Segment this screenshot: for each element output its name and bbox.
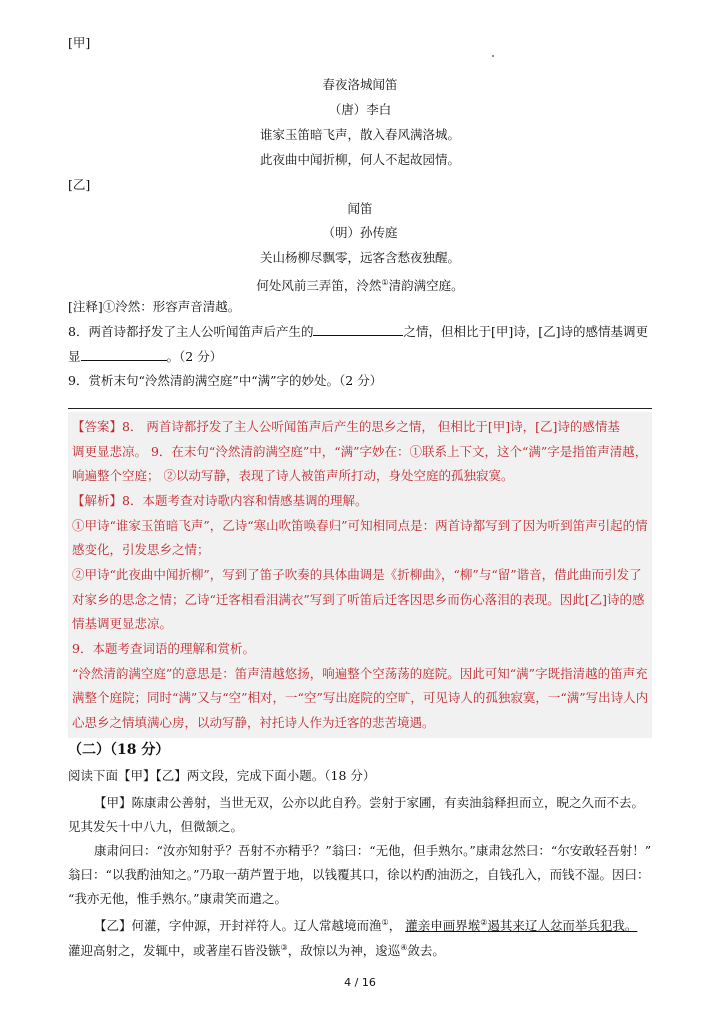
passage-jia-line2: 见其发矢十中八九，但微颔之。 bbox=[68, 819, 244, 834]
underlined-sentence: 灌亲申画界堠②遏其来辽人忿而举兵犯我。 bbox=[405, 918, 638, 934]
analysis-line-7: 9．本题考查词语的理解和赏析。 bbox=[72, 641, 255, 656]
passage-jia-line4: 翁曰：“以我酌油知之。”乃取一葫芦置于地，以钱覆其口，徐以杓酌油沥之，自钱孔入，而钱不湿。因曰： bbox=[68, 867, 650, 882]
poem-jia-title: 春夜洛城闻笛 bbox=[322, 77, 398, 92]
analysis-line-3: 感变化，引发思乡之情； bbox=[72, 542, 210, 557]
analysis-line-2: ①甲诗“谁家玉笛暗飞声”，乙诗“寒山吹笛唤春归”可知相同点是：两首诗都写到了因为听到笛声引起的情 bbox=[72, 518, 648, 533]
divider-line bbox=[68, 408, 652, 409]
poem-yi-author: （明）孙传庭 bbox=[322, 225, 398, 240]
answer-blank bbox=[313, 322, 403, 336]
passage-yi-line2: 灌迎高射之，发辄中，或著崖石皆没镞③，敌惊以为神，逡巡④敛去。 bbox=[68, 943, 445, 959]
poem-yi-line1: 关山杨柳尽飘零，远客含愁夜独醒。 bbox=[259, 250, 460, 265]
page-number: 4 / 16 bbox=[344, 976, 376, 989]
question-8-line1: 8．两首诗都抒发了主人公听闻笛声后产生的 之情，但相比于[甲]诗，[乙]诗的感情基调更 bbox=[68, 324, 648, 339]
poem-jia-tag: [甲] bbox=[68, 35, 91, 50]
poem-yi-title: 闻笛 bbox=[347, 201, 373, 216]
section-2-intro: 阅读下面【甲】【乙】两文段，完成下面小题。（18 分） bbox=[68, 768, 376, 783]
annotation-note: [注释]①泠然：形容声音清越。 bbox=[68, 299, 241, 314]
poem-jia-line2: 此夜曲中闻折柳，何人不起故园情。 bbox=[259, 152, 460, 167]
passage-jia-line1: 【甲】陈康肃公善射，当世无双，公亦以此自矜。尝射于家圃，有卖油翁释担而立，睨之久而不去。 bbox=[94, 795, 645, 810]
analysis-line-6: 情基调更显悲凉。 bbox=[72, 616, 173, 631]
poem-yi-tag: [乙] bbox=[68, 177, 91, 192]
stray-dot bbox=[492, 55, 494, 57]
analysis-line-5: 对家乡的思念之情；乙诗“迁客相看泪满衣”写到了听笛后迁客因思乡而伤心落泪的表现。因此[乙]诗的感 bbox=[72, 592, 645, 607]
section-2-title: （二）（18 分） bbox=[68, 742, 170, 758]
answer-line-2: 调更显悲凉。 9．在末句“泠然清韵满空庭”中，“满”字妙在：①联系上下文，这个“满”字是指笛声清越， bbox=[72, 444, 648, 459]
question-8-line2: 显 。（2 分） bbox=[68, 349, 223, 364]
poem-yi-line2: 何处风前三弄笛，泠然①清韵满空庭。 bbox=[256, 278, 464, 294]
answer-line-1: 【答案】8． 两首诗都抒发了主人公听闻笛声后产生的思乡之情， 但相比于[甲]诗，[乙]诗的感情基 bbox=[72, 419, 620, 434]
passage-jia-line5: “我亦无他，惟手熟尔。”康肃笑而遣之。 bbox=[68, 891, 288, 906]
analysis-line-1: 【解析】8．本题考查对诗歌内容和情感基调的理解。 bbox=[72, 493, 368, 508]
poem-jia-line1: 谁家玉笛暗飞声，散入春风满洛城。 bbox=[259, 127, 460, 142]
answer-blank bbox=[81, 347, 167, 361]
analysis-line-9: 满整个庭院；同时“满”又与“空”相对，一“空”写出庭院的空旷，可见诗人的孤独寂寞，一“满”写出诗人内 bbox=[72, 690, 649, 705]
question-9: 9．赏析末句“泠然清韵满空庭”中“满”字的妙处。（2 分） bbox=[68, 373, 383, 388]
analysis-line-10: 心思乡之情填满心房，以动写静，衬托诗人作为迁客的悲苦境遇。 bbox=[72, 715, 435, 730]
analysis-line-8: “泠然清韵满空庭”的意思是：笛声清越悠扬，响遍整个空荡荡的庭院。因此可知“满”字既指清越的笛声充 bbox=[72, 666, 648, 681]
poem-jia-author: （唐）李白 bbox=[328, 102, 392, 117]
passage-jia-line3: 康肃问曰：“汝亦知射乎？吾射不亦精乎？”翁曰：“无他，但手熟尔。”康肃忿然曰：“尔安敢轻吾射！” bbox=[94, 843, 652, 858]
passage-yi-line1: 【乙】何灌，字仲源，开封祥符人。辽人常越境而渔①， 灌亲申画界堠②遏其来辽人忿而举兵犯我。 bbox=[94, 918, 638, 934]
answer-line-3: 响遍整个空庭； ②以动写静，表现了诗人被笛声所打动，身处空庭的孤独寂寞。 bbox=[72, 468, 514, 483]
analysis-line-4: ②甲诗“此夜曲中闻折柳”，写到了笛子吹奏的具体曲调是《折柳曲》，“柳”与“留”谐音，借此曲而引发了 bbox=[72, 567, 642, 582]
